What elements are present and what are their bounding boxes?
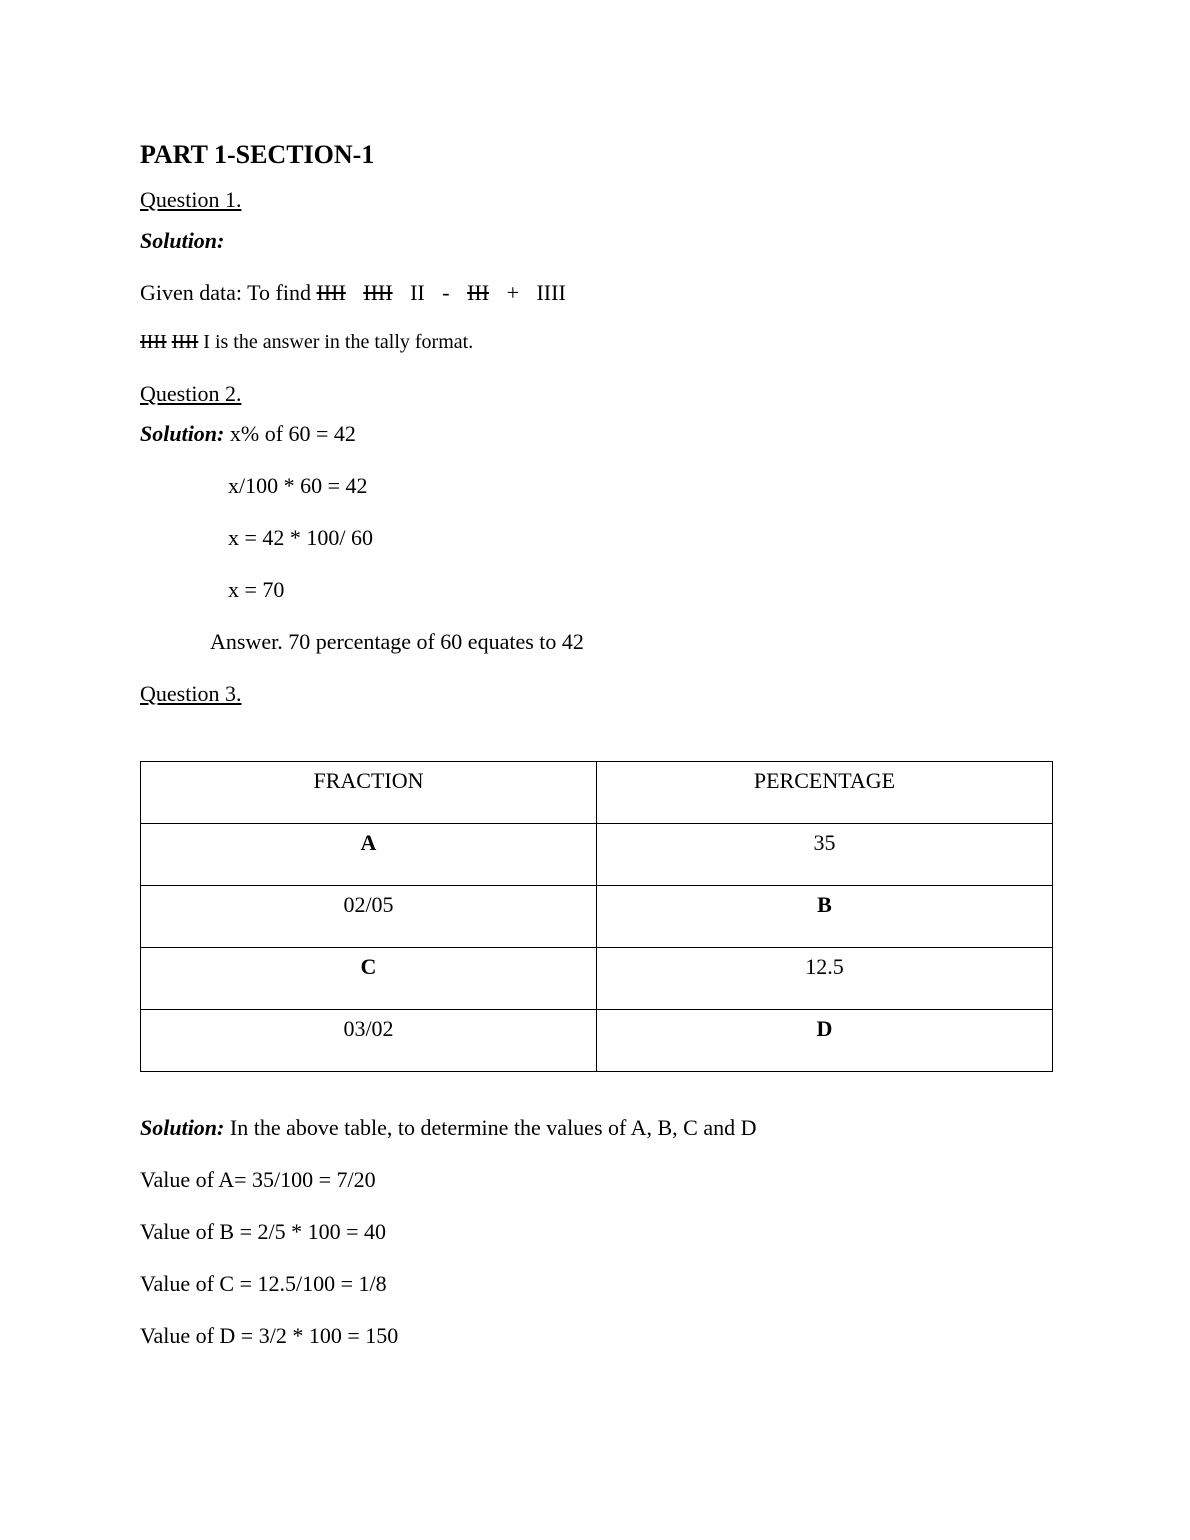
table-header-row	[141, 762, 1053, 824]
tally-four: IIII	[536, 280, 566, 305]
value-d-line: Value of D = 3/2 * 100 = 150	[140, 1323, 399, 1348]
question-3-solution-text: In the above table, to determine the values of A, B, C and D	[229, 1115, 757, 1140]
given-prefix: Given data: To find	[140, 280, 311, 305]
table-cell: A	[141, 824, 597, 886]
value-c-line: Value of C = 12.5/100 = 1/8	[140, 1271, 387, 1296]
table-cell: 35	[597, 824, 1053, 886]
table-row	[141, 1010, 1053, 1072]
answer-text: I is the answer in the tally format.	[203, 331, 474, 353]
equation-line-1: x% of 60 = 42	[229, 421, 356, 446]
plus-operator: +	[506, 280, 519, 305]
question-1-answer-line	[140, 331, 473, 354]
header-fraction: FRACTION	[141, 762, 597, 824]
question-2-solution-line	[140, 421, 356, 447]
table-cell: 02/05	[141, 886, 597, 948]
header-percentage: PERCENTAGE	[597, 762, 1053, 824]
minus-operator: -	[442, 280, 450, 305]
equation-line-4: x = 70	[228, 577, 285, 602]
table-cell: 03/02	[141, 1010, 597, 1072]
question-1-title: Question 1.	[140, 187, 242, 212]
question-3-title: Question 3.	[140, 681, 242, 706]
question-3-solution-label: Solution:	[140, 1115, 225, 1140]
table-cell: B	[597, 886, 1053, 948]
question-2-solution-label: Solution:	[140, 421, 225, 446]
tally-two: II	[410, 280, 425, 305]
answer-tally-five-2: IIII	[171, 331, 199, 353]
question-3-solution-line	[140, 1115, 757, 1141]
table-cell: C	[141, 948, 597, 1010]
page-title: PART 1-SECTION-1	[140, 140, 375, 169]
table-row	[141, 824, 1053, 886]
table-row	[141, 948, 1053, 1010]
question-2-answer: Answer. 70 percentage of 60 equates to 42	[210, 629, 584, 654]
table-cell: D	[597, 1010, 1053, 1072]
equation-line-2: x/100 * 60 = 42	[228, 473, 368, 498]
question-1-given-line	[140, 280, 566, 306]
equation-line-3: x = 42 * 100/ 60	[228, 525, 374, 550]
question-2-title: Question 2.	[140, 381, 242, 406]
tally-five-1: IIII	[316, 280, 346, 305]
fraction-percentage-table	[140, 761, 1053, 1072]
answer-tally-five-1: IIII	[140, 331, 167, 353]
question-1-solution-label: Solution:	[140, 228, 225, 253]
tally-three: III	[467, 280, 490, 305]
tally-five-2: IIII	[363, 280, 393, 305]
value-b-line: Value of B = 2/5 * 100 = 40	[140, 1219, 387, 1244]
table-row	[141, 886, 1053, 948]
table-cell: 12.5	[597, 948, 1053, 1010]
value-a-line: Value of A= 35/100 = 7/20	[140, 1167, 376, 1192]
